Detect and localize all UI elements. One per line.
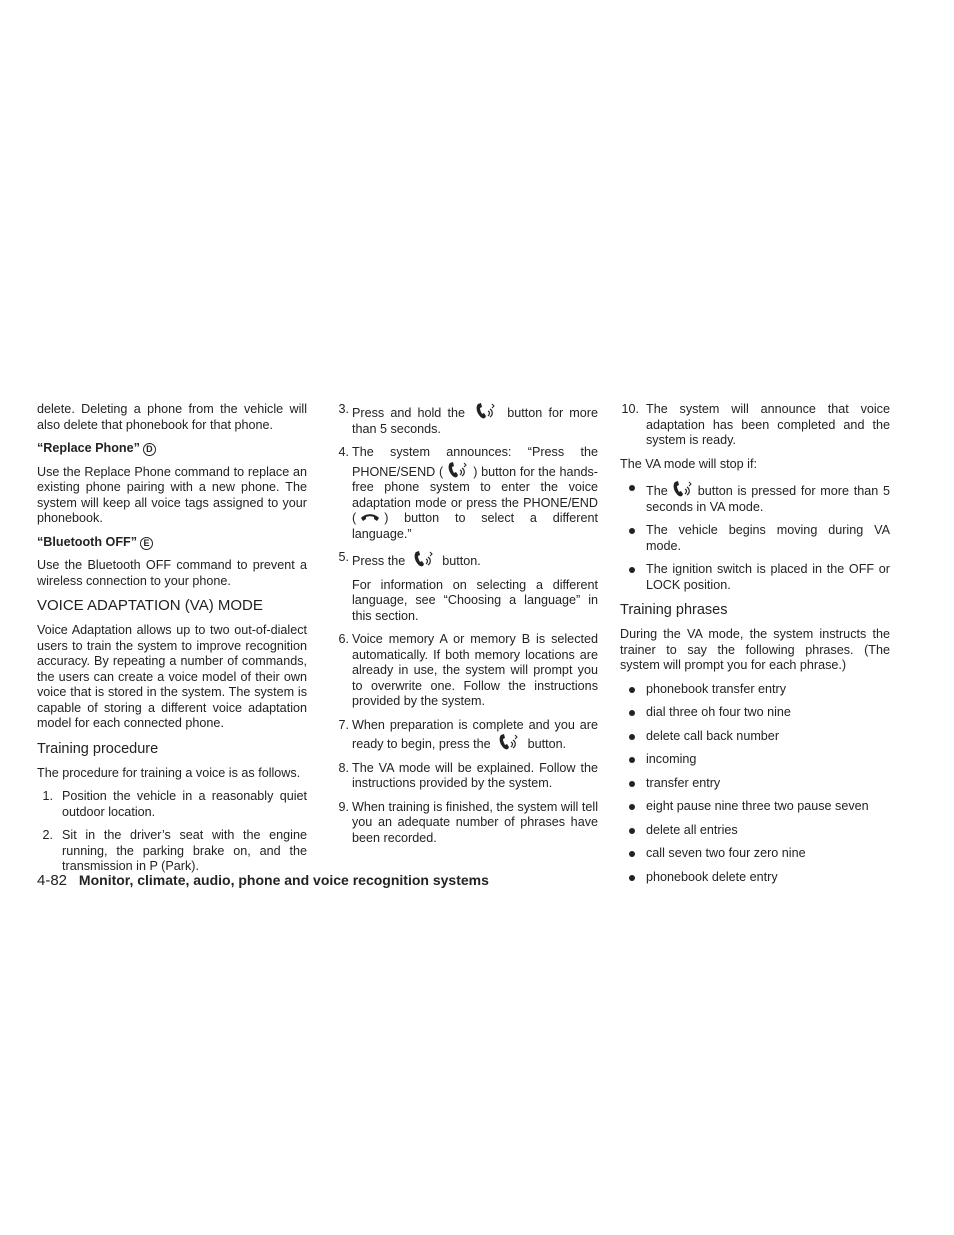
step-text-a: When preparation is complete and you are ready to begin, press the — [352, 717, 598, 751]
page-footer — [37, 871, 489, 890]
training-procedure-text: The procedure for training a voice is as follows. — [37, 765, 301, 780]
phone-end-icon — [360, 511, 380, 521]
step-text: When training is finished, the system will tell you an adequate number of phrases have been recorded. — [352, 799, 598, 845]
phrase-text: dial three oh four two nine — [646, 705, 791, 719]
phrase-text: incoming — [646, 752, 697, 766]
step-text-a: The system announces: “Press the PHONE/SEND ( — [352, 445, 598, 479]
step-text-b: ) button for the hands-free phone system to enter the voice adaptation mode or press the PHONE/END ( — [352, 464, 599, 525]
bluetooth-off-heading — [37, 535, 307, 551]
list-item — [620, 480, 890, 515]
bullet-icon — [629, 485, 635, 491]
list-text-b: button is pressed for more than 5 seconds in VA mode. — [646, 484, 890, 514]
step-text-c: ) button to select a different language.” — [352, 511, 598, 541]
step-text: Voice memory A or memory B is selected automatically. If both memory locations are already in use, the system will prompt you to overwrite one. Follow the instructions provided by the system. — [352, 632, 598, 708]
step-text-a: Press the — [352, 554, 406, 568]
bullet-icon — [629, 781, 635, 787]
list-item — [620, 705, 890, 721]
bullet-icon — [629, 734, 635, 740]
bluetooth-off-label: “Bluetooth OFF” — [37, 534, 138, 549]
step-number: 4. — [338, 445, 349, 459]
footer-title: Monitor, climate, audio, phone and voice recognition systems — [78, 872, 489, 888]
column-3 — [620, 402, 890, 893]
bullet-icon — [629, 804, 635, 810]
step-5-note: For information on selecting a different language, see “Choosing a language” in this section. — [352, 577, 598, 623]
bullet-icon — [629, 828, 635, 834]
phrases-list — [620, 682, 890, 886]
replace-phone-text: Use the Replace Phone command to replace an existing phone pairing with a new phone. The system will keep all voice tags assigned to your phonebook. — [37, 464, 307, 525]
list-item — [620, 799, 890, 815]
step-8 — [335, 761, 598, 792]
bullet-icon — [629, 687, 635, 693]
bullet-icon — [629, 567, 635, 573]
step-9 — [335, 800, 598, 847]
training-procedure-heading: Training procedure — [37, 740, 159, 757]
step-number: 9. — [338, 799, 349, 814]
phrase-text: delete all entries — [646, 822, 738, 837]
bullet-icon — [629, 875, 635, 881]
step-text-b: button. — [527, 737, 567, 751]
va-mode-heading: VOICE ADAPTATION (VA) MODE — [37, 597, 263, 614]
step-text: Sit in the driver’s seat with the engine running, the parking brake on, and the transmission in P (Park). — [62, 828, 307, 873]
step-number: 5. — [338, 550, 349, 564]
bullet-icon — [629, 528, 635, 534]
list-item — [620, 776, 890, 792]
step-6 — [335, 632, 598, 710]
list-text: The ignition switch is placed in the OFF or LOCK position. — [646, 562, 890, 592]
phone-send-icon — [475, 402, 497, 418]
list-item — [620, 523, 890, 554]
step-number: 3. — [338, 402, 349, 416]
phrase-text: phonebook delete entry — [646, 869, 778, 884]
column-2 — [335, 402, 598, 854]
step-number: 7. — [338, 717, 349, 732]
list-text-a: The — [646, 484, 668, 498]
step-3 — [335, 402, 598, 437]
list-item — [620, 752, 890, 768]
list-item — [620, 870, 890, 886]
column-1 — [37, 402, 307, 883]
step-text: The VA mode will be explained. Follow the instructions provided by the system. — [352, 760, 598, 790]
step-10 — [620, 402, 890, 449]
replace-phone-heading — [37, 441, 307, 457]
callout-d: D — [143, 443, 156, 456]
phone-send-icon — [498, 733, 520, 749]
va-mode-text: Voice Adaptation allows up to two out-of-dialect users to train the system to improve recognition accuracy. By repeating a number of commands, the users can create a voice model of their own voice that is stored in the system. The system is capable of storing a different voice adaptation model for each connected phone. — [37, 623, 307, 730]
step-number: 1. — [42, 789, 53, 803]
bullet-icon — [629, 710, 635, 716]
callout-e: E — [140, 537, 153, 550]
step-text-b: button for more than 5 seconds. — [352, 406, 599, 436]
phrase-text: delete call back number — [646, 728, 780, 743]
step-number: 8. — [338, 760, 349, 775]
intro-text: delete. Deleting a phone from the vehicle will also delete that phonebook for that phone. — [37, 402, 307, 432]
training-phrases-heading: Training phrases — [620, 602, 728, 618]
phone-send-icon — [413, 550, 435, 566]
step-text: The system will announce that voice adaptation has been completed and the system is ready. — [646, 402, 890, 447]
phone-send-icon — [447, 461, 469, 477]
bullet-icon — [629, 757, 635, 763]
bluetooth-off-text: Use the Bluetooth OFF command to prevent a wireless connection to your phone. — [37, 558, 307, 588]
stop-intro: The VA mode will stop if: — [620, 456, 757, 471]
phone-send-icon — [672, 480, 694, 496]
training-phrases-text: During the VA mode, the system instructs the trainer to say the following phrases. (The system will prompt you for each phrase.) — [620, 627, 890, 672]
phrase-text: phonebook transfer entry — [646, 681, 787, 696]
step-2 — [37, 828, 307, 875]
step-number: 6. — [338, 632, 349, 646]
phrase-text: transfer entry — [646, 775, 721, 790]
step-5 — [335, 550, 598, 570]
step-7 — [335, 718, 598, 753]
list-text: The vehicle begins moving during VA mode. — [646, 523, 890, 553]
list-item — [620, 846, 890, 862]
page-number: 4-82 — [37, 872, 68, 889]
list-item — [620, 562, 890, 593]
step-number: 10. — [621, 402, 639, 416]
phrase-text: call seven two four zero nine — [646, 846, 806, 860]
stop-conditions-list — [620, 480, 890, 593]
step-number: 2. — [42, 828, 53, 842]
phrase-text: eight pause nine three two pause seven — [646, 799, 869, 813]
step-1 — [37, 789, 307, 820]
step-4 — [335, 445, 598, 542]
replace-phone-label: “Replace Phone” — [37, 441, 140, 455]
list-item — [620, 682, 890, 698]
step-text-b: button. — [442, 554, 481, 568]
step-text-a: Press and hold the — [352, 406, 465, 420]
list-item — [620, 729, 890, 745]
step-text: Position the vehicle in a reasonably quiet outdoor location. — [62, 789, 307, 819]
list-item — [620, 823, 890, 839]
bullet-icon — [629, 851, 635, 857]
